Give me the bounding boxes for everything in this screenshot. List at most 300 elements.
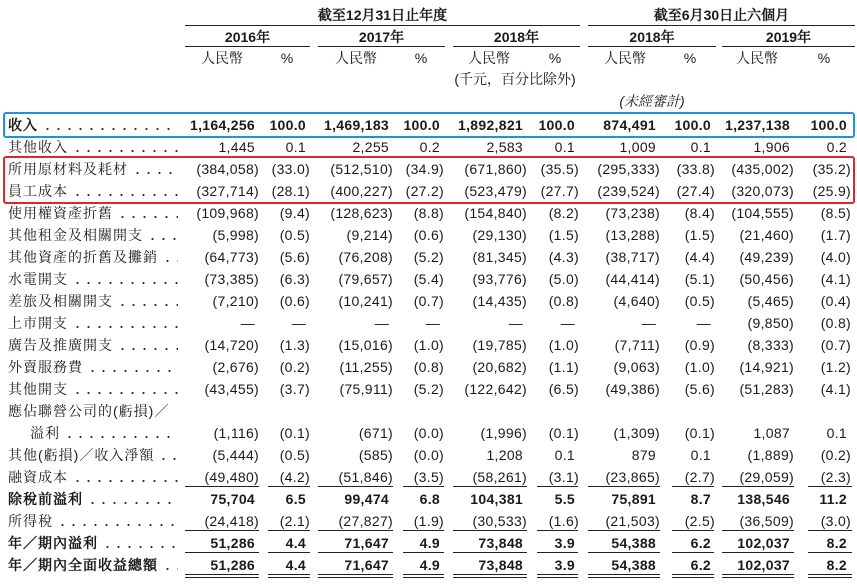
row-label-text: 除稅前溢利 xyxy=(8,491,83,507)
row-label-text: 所用原材料及耗材 xyxy=(8,161,128,177)
table-row xyxy=(0,246,857,268)
value-h1-2019-pct: 8.2 xyxy=(826,557,847,573)
value-h1-2018-pct: (0.1) xyxy=(684,425,715,441)
underline-rule xyxy=(403,486,444,487)
value-h1-2019-pct: 0.2 xyxy=(826,139,847,155)
value-fy2016-pct: 4.4 xyxy=(285,557,306,573)
value-fy2016-pct: 4.4 xyxy=(285,535,306,551)
value-h1-2018-pct: 8.7 xyxy=(690,491,711,507)
value-h1-2019-pct: 0.1 xyxy=(826,425,847,441)
value-h1-2019-rmb: 1,906 xyxy=(753,139,790,155)
underline-rule xyxy=(722,577,794,578)
underline-rule xyxy=(672,530,714,531)
value-h1-2018-pct: (4.4) xyxy=(684,249,715,265)
row-label-text: 其他開支 xyxy=(8,381,68,397)
underline-rule xyxy=(537,552,578,553)
row-label xyxy=(8,224,178,246)
value-fy2017-pct: (1.0) xyxy=(413,337,444,353)
header-unit-note: (千元，百分比除外) xyxy=(454,71,576,87)
table-row xyxy=(0,400,857,422)
table-row xyxy=(0,312,857,334)
underline-rule xyxy=(588,530,660,531)
value-fy2018-pct: (5.0) xyxy=(548,271,579,287)
value-fy2017-rmb: (400,227) xyxy=(330,183,393,199)
value-fy2017-pct: (8.8) xyxy=(413,205,444,221)
value-fy2017-pct: (0.0) xyxy=(413,447,444,463)
value-h1-2018-rmb: (49,386) xyxy=(605,381,660,397)
underline-rule xyxy=(672,552,714,553)
value-fy2016-pct: (0.1) xyxy=(279,425,310,441)
header-currency-h1-2018: 人民幣 xyxy=(604,50,646,66)
value-fy2017-pct: (1.9) xyxy=(413,513,444,529)
row-label-text: 水電開支 xyxy=(8,271,68,287)
underline-rule xyxy=(268,552,310,553)
row-label-text: 員工成本 xyxy=(8,183,68,199)
value-h1-2018-rmb: (73,238) xyxy=(605,205,660,221)
value-h1-2018-rmb: 75,891 xyxy=(611,491,656,507)
underline-rule xyxy=(185,574,259,575)
value-fy2017-pct: (5.4) xyxy=(413,271,444,287)
value-h1-2018-pct: (2.5) xyxy=(684,513,715,529)
dot-leader xyxy=(87,494,178,505)
value-fy2017-pct: (0.7) xyxy=(413,293,444,309)
row-label-text: 應佔聯營公司的(虧損)／ xyxy=(8,403,170,419)
underline-rule xyxy=(588,577,660,578)
value-fy2017-pct: (27.2) xyxy=(405,183,444,199)
value-fy2016-rmb: (14,720) xyxy=(204,337,259,353)
value-h1-2018-pct: (1.0) xyxy=(684,359,715,375)
value-fy2016-rmb: (43,455) xyxy=(204,381,259,397)
row-label-text: 差旅及相關開支 xyxy=(8,293,113,309)
value-h1-2018-rmb: — xyxy=(641,315,656,331)
row-label-text: 溢利 xyxy=(30,425,60,441)
table-row xyxy=(0,202,857,224)
value-fy2018-pct: (1.5) xyxy=(548,227,579,243)
value-fy2018-pct: (1.0) xyxy=(548,337,579,353)
header-currency-h1-2019: 人民幣 xyxy=(736,50,778,66)
value-fy2018-rmb: 73,848 xyxy=(478,557,523,573)
value-h1-2018-rmb: (7,711) xyxy=(614,337,660,353)
value-fy2016-pct: (9.4) xyxy=(279,205,310,221)
row-label-text: 年／期內全面收益總額 xyxy=(8,557,158,573)
table-row xyxy=(0,334,857,356)
underline-rule xyxy=(537,486,578,487)
table-row xyxy=(0,290,857,312)
header-year-fy2018: 2018年 xyxy=(493,29,540,45)
table-row xyxy=(0,180,857,202)
value-fy2018-pct: 3.9 xyxy=(554,557,575,573)
table-row xyxy=(0,356,857,378)
row-label xyxy=(8,202,178,224)
underline-rule xyxy=(588,552,660,553)
row-label xyxy=(8,444,178,466)
underline-rule xyxy=(722,530,794,531)
row-label-text: 融資成本 xyxy=(8,469,68,485)
header-group-interim: 截至6月30日止六個月 xyxy=(653,7,790,23)
value-fy2017-pct: 4.9 xyxy=(419,557,440,573)
underline-rule xyxy=(722,486,794,487)
row-label xyxy=(8,312,178,334)
value-fy2017-rmb: 2,255 xyxy=(352,139,389,155)
table-row xyxy=(0,158,857,180)
value-h1-2019-rmb: (104,555) xyxy=(731,205,794,221)
value-fy2016-pct: (6.3) xyxy=(279,271,310,287)
row-label-text: 其他收入 xyxy=(8,139,68,155)
value-h1-2018-pct: (5.1) xyxy=(684,271,715,287)
row-label xyxy=(8,400,178,422)
value-h1-2018-pct: 100.0 xyxy=(674,117,711,133)
value-fy2018-pct: 5.5 xyxy=(554,491,575,507)
value-fy2016-rmb: — xyxy=(240,315,255,331)
value-h1-2018-rmb: (4,640) xyxy=(613,293,660,309)
header-year-h1-2019: 2019年 xyxy=(765,29,812,45)
value-fy2016-pct: 0.1 xyxy=(285,139,306,155)
header-percent-h1-2018: % xyxy=(683,50,697,66)
underline-rule xyxy=(268,577,310,578)
value-fy2018-pct: 0.1 xyxy=(554,139,575,155)
value-h1-2018-rmb: (13,288) xyxy=(605,227,660,243)
underline-rule xyxy=(722,552,794,553)
value-h1-2019-pct: (0.8) xyxy=(820,315,851,331)
underline-rule xyxy=(537,530,578,531)
value-h1-2019-rmb: (1,889) xyxy=(747,447,794,463)
value-fy2018-pct: (0.8) xyxy=(548,293,579,309)
value-h1-2018-pct: (33.8) xyxy=(676,161,715,177)
value-fy2018-rmb: 104,381 xyxy=(470,491,523,507)
value-fy2017-rmb: (11,255) xyxy=(339,359,393,375)
value-fy2017-pct: 6.8 xyxy=(419,491,440,507)
dot-leader xyxy=(147,230,178,241)
underline-rule xyxy=(268,574,310,575)
value-fy2018-pct: (4.3) xyxy=(548,249,579,265)
value-h1-2019-pct: (0.4) xyxy=(820,293,851,309)
value-fy2018-rmb: 2,583 xyxy=(486,139,523,155)
value-fy2016-pct: (0.2) xyxy=(279,359,310,375)
row-label-text: 廣告及推廣開支 xyxy=(8,337,113,353)
value-fy2016-rmb: (384,058) xyxy=(196,161,259,177)
dot-leader xyxy=(117,340,178,351)
value-fy2018-rmb: (523,479) xyxy=(464,183,527,199)
dot-leader xyxy=(158,450,178,461)
value-fy2018-rmb: (154,840) xyxy=(464,205,527,221)
value-h1-2018-pct: (0.5) xyxy=(684,293,715,309)
value-fy2017-pct: 0.2 xyxy=(419,139,440,155)
table-row xyxy=(0,224,857,246)
value-h1-2019-rmb: 1,237,138 xyxy=(725,117,790,133)
value-fy2018-rmb: (30,533) xyxy=(472,513,527,529)
row-label xyxy=(8,268,178,290)
value-h1-2019-rmb: (21,460) xyxy=(739,227,794,243)
value-fy2017-rmb: 1,469,183 xyxy=(324,117,389,133)
value-fy2018-rmb: — xyxy=(508,315,523,331)
value-fy2018-rmb: (29,130) xyxy=(472,227,527,243)
value-h1-2018-rmb: 1,009 xyxy=(619,139,656,155)
value-fy2017-rmb: (128,623) xyxy=(330,205,393,221)
row-label-text: 上市開支 xyxy=(8,315,68,331)
value-fy2018-rmb: (19,785) xyxy=(472,337,527,353)
value-h1-2019-rmb: (435,002) xyxy=(731,161,794,177)
value-fy2018-pct: (6.5) xyxy=(548,381,579,397)
value-fy2018-rmb: (14,435) xyxy=(472,293,527,309)
value-fy2016-pct: 6.5 xyxy=(285,491,306,507)
value-h1-2019-pct: (0.7) xyxy=(820,337,851,353)
header-group-annual: 截至12月31日止年度 xyxy=(317,7,448,23)
value-h1-2019-pct: 11.2 xyxy=(819,491,847,507)
row-label-text: 年／期內溢利 xyxy=(8,535,98,551)
table-row xyxy=(0,422,857,444)
row-label xyxy=(8,510,178,532)
header-currency-fy2016: 人民幣 xyxy=(201,50,243,66)
value-fy2017-pct: 4.9 xyxy=(419,535,440,551)
value-fy2017-rmb: 71,647 xyxy=(344,557,389,573)
value-h1-2019-pct: (35.2) xyxy=(812,161,851,177)
dot-leader xyxy=(87,362,178,373)
row-label xyxy=(8,356,178,378)
value-fy2016-pct: (0.5) xyxy=(279,447,310,463)
row-label xyxy=(8,136,178,158)
value-fy2016-pct: (2.1) xyxy=(279,513,310,529)
value-fy2016-rmb: (109,968) xyxy=(196,205,259,221)
value-fy2018-rmb: (20,682) xyxy=(472,359,527,375)
row-label-text: 外賣服務費 xyxy=(8,359,83,375)
value-h1-2018-rmb: (38,717) xyxy=(605,249,660,265)
dot-leader xyxy=(162,252,178,263)
underline-rule xyxy=(318,552,393,553)
value-fy2016-rmb: (5,444) xyxy=(212,447,259,463)
dot-leader xyxy=(162,560,178,571)
value-fy2016-rmb: (49,480) xyxy=(204,469,259,485)
header-currency-fy2017: 人民幣 xyxy=(335,50,377,66)
row-label-text: 收入 xyxy=(8,117,38,133)
value-h1-2019-pct: (3.0) xyxy=(820,513,851,529)
dot-leader xyxy=(72,274,178,285)
value-h1-2019-pct: (4.1) xyxy=(820,271,851,287)
table-row xyxy=(0,444,857,466)
table-row xyxy=(0,378,857,400)
value-fy2016-rmb: (2,676) xyxy=(212,359,259,375)
value-fy2018-pct: (1.1) xyxy=(548,359,579,375)
underline-rule xyxy=(268,530,310,531)
row-label xyxy=(8,334,178,356)
row-label-text: 使用權資產折舊 xyxy=(8,205,113,221)
value-h1-2019-rmb: (320,073) xyxy=(731,183,794,199)
value-fy2017-rmb: (671) xyxy=(358,425,393,441)
value-fy2018-pct: 0.1 xyxy=(554,447,575,463)
row-label xyxy=(8,114,178,136)
row-label xyxy=(8,158,178,180)
value-fy2016-rmb: 51,286 xyxy=(210,535,255,551)
value-fy2017-rmb: (76,208) xyxy=(338,249,393,265)
value-h1-2019-rmb: (9,850) xyxy=(747,315,794,331)
header-percent-fy2018: % xyxy=(548,50,562,66)
value-fy2018-rmb: (1,996) xyxy=(480,425,527,441)
underline-rule xyxy=(403,530,444,531)
value-fy2018-pct: (0.1) xyxy=(548,425,579,441)
value-h1-2018-rmb: (9,063) xyxy=(613,359,660,375)
underline-rule xyxy=(808,530,852,531)
dot-leader xyxy=(57,516,178,527)
value-h1-2019-rmb: (36,509) xyxy=(739,513,794,529)
value-h1-2018-pct: 0.1 xyxy=(690,447,711,463)
value-h1-2018-pct: 6.2 xyxy=(690,535,711,551)
header-year-fy2017: 2017年 xyxy=(358,29,405,45)
value-fy2016-pct: (0.5) xyxy=(279,227,310,243)
value-h1-2018-rmb: 54,388 xyxy=(611,535,656,551)
row-label-text: 其他資產的折舊及攤銷 xyxy=(8,249,158,265)
table-row xyxy=(0,268,857,290)
value-fy2018-rmb: (122,642) xyxy=(464,381,527,397)
table-row xyxy=(0,532,857,554)
underline-rule xyxy=(672,577,714,578)
value-h1-2019-rmb: (50,456) xyxy=(739,271,794,287)
value-fy2017-rmb: (512,510) xyxy=(330,161,393,177)
underline-rule xyxy=(318,577,393,578)
value-fy2018-pct: (1.6) xyxy=(548,513,579,529)
value-fy2016-rmb: 1,445 xyxy=(218,139,255,155)
header-percent-h1-2019: % xyxy=(817,50,831,66)
underline-rule xyxy=(537,574,578,575)
dot-leader xyxy=(102,538,178,549)
value-fy2017-rmb: (15,016) xyxy=(338,337,393,353)
value-fy2018-rmb: (93,776) xyxy=(472,271,527,287)
underline-rule xyxy=(453,530,527,531)
table-row xyxy=(0,554,857,576)
dot-leader xyxy=(72,142,178,153)
value-fy2016-rmb: (5,998) xyxy=(212,227,259,243)
underline-rule xyxy=(453,486,527,487)
underline-rule xyxy=(318,530,393,531)
dot-leader xyxy=(117,208,178,219)
dot-leader xyxy=(117,296,178,307)
value-fy2017-pct: (3.5) xyxy=(413,469,444,485)
value-fy2016-pct: (28.1) xyxy=(271,183,310,199)
value-fy2017-rmb: (10,241) xyxy=(338,293,393,309)
value-h1-2018-rmb: (239,524) xyxy=(597,183,660,199)
value-h1-2019-rmb: (51,283) xyxy=(739,381,794,397)
underline-rule xyxy=(722,574,794,575)
value-fy2016-rmb: (1,116) xyxy=(213,425,259,441)
value-h1-2019-rmb: 1,087 xyxy=(753,425,790,441)
value-fy2018-pct: — xyxy=(560,315,575,331)
value-fy2017-rmb: (75,911) xyxy=(339,381,393,397)
value-h1-2018-pct: (1.5) xyxy=(684,227,715,243)
value-fy2018-rmb: (81,345) xyxy=(472,249,527,265)
underline-rule xyxy=(453,574,527,575)
value-h1-2018-pct: 6.2 xyxy=(690,557,711,573)
underline-rule xyxy=(318,486,393,487)
value-h1-2018-rmb: 54,388 xyxy=(611,557,656,573)
value-h1-2019-rmb: (14,921) xyxy=(739,359,794,375)
row-label xyxy=(8,246,178,268)
underline-rule xyxy=(537,577,578,578)
value-h1-2019-rmb: 138,546 xyxy=(737,491,790,507)
row-label xyxy=(8,466,178,488)
dot-leader xyxy=(72,318,178,329)
table-row xyxy=(0,466,857,488)
value-fy2017-rmb: (9,214) xyxy=(346,227,393,243)
underline-rule xyxy=(268,486,310,487)
underline-rule xyxy=(185,486,259,487)
dot-leader xyxy=(72,472,178,483)
value-h1-2019-rmb: (49,239) xyxy=(739,249,794,265)
value-fy2016-rmb: 1,164,256 xyxy=(190,117,255,133)
value-fy2016-pct: (5.6) xyxy=(279,249,310,265)
underline-rule xyxy=(318,574,393,575)
value-fy2018-pct: (35.5) xyxy=(540,161,579,177)
header-currency-fy2018: 人民幣 xyxy=(468,50,510,66)
row-label xyxy=(30,422,178,444)
value-fy2017-rmb: — xyxy=(374,315,389,331)
dot-leader xyxy=(72,384,178,395)
value-fy2016-pct: 100.0 xyxy=(269,117,306,133)
value-h1-2019-rmb: 102,037 xyxy=(737,535,790,551)
value-fy2017-pct: 100.0 xyxy=(403,117,440,133)
value-fy2018-pct: 100.0 xyxy=(538,117,575,133)
value-h1-2018-pct: — xyxy=(696,315,711,331)
value-h1-2019-rmb: (29,059) xyxy=(739,469,794,485)
table-row xyxy=(0,510,857,532)
underline-rule xyxy=(453,552,527,553)
value-fy2017-pct: (34.9) xyxy=(405,161,444,177)
value-fy2016-rmb: (64,773) xyxy=(204,249,259,265)
underline-rule xyxy=(403,552,444,553)
value-fy2016-pct: (1.3) xyxy=(279,337,310,353)
row-label-text: 其他租金及相關開支 xyxy=(8,227,143,243)
value-h1-2019-pct: 8.2 xyxy=(826,535,847,551)
dot-leader xyxy=(42,120,178,131)
value-fy2016-rmb: (73,385) xyxy=(204,271,259,287)
value-fy2018-pct: (27.7) xyxy=(540,183,579,199)
value-h1-2018-rmb: (21,503) xyxy=(605,513,660,529)
value-h1-2018-pct: (27.4) xyxy=(676,183,715,199)
value-h1-2019-pct: (1.7) xyxy=(820,227,851,243)
value-h1-2018-rmb: 879 xyxy=(631,447,656,463)
value-fy2017-pct: — xyxy=(425,315,440,331)
underline-rule xyxy=(453,577,527,578)
value-h1-2018-rmb: 874,491 xyxy=(603,117,656,133)
value-h1-2019-pct: (0.2) xyxy=(820,447,851,463)
value-fy2017-pct: (5.2) xyxy=(413,249,444,265)
underline-rule xyxy=(672,574,714,575)
value-fy2016-pct: (33.0) xyxy=(271,161,310,177)
dot-leader xyxy=(72,186,178,197)
value-h1-2018-pct: (8.4) xyxy=(684,205,715,221)
header-percent-fy2017: % xyxy=(414,50,428,66)
value-fy2016-rmb: 51,286 xyxy=(210,557,255,573)
value-h1-2019-pct: (4.1) xyxy=(820,381,851,397)
value-fy2018-pct: (3.1) xyxy=(548,469,579,485)
row-label xyxy=(8,378,178,400)
value-fy2018-rmb: (671,860) xyxy=(464,161,527,177)
underline-rule xyxy=(808,577,852,578)
value-fy2018-pct: 3.9 xyxy=(554,535,575,551)
underline-rule xyxy=(588,574,660,575)
value-fy2016-pct: — xyxy=(291,315,306,331)
underline-rule xyxy=(672,486,714,487)
value-h1-2019-pct: 100.0 xyxy=(810,117,847,133)
value-fy2017-pct: (0.6) xyxy=(413,227,444,243)
value-fy2016-rmb: (7,210) xyxy=(212,293,259,309)
table-row xyxy=(0,136,857,158)
header-year-fy2016: 2016年 xyxy=(224,29,271,45)
value-fy2018-rmb: (58,261) xyxy=(472,469,527,485)
value-fy2017-rmb: 71,647 xyxy=(344,535,389,551)
value-h1-2018-pct: (0.9) xyxy=(684,337,715,353)
value-fy2017-rmb: (79,657) xyxy=(338,271,393,287)
value-h1-2019-pct: (25.9) xyxy=(812,183,851,199)
value-h1-2019-rmb: (8,333) xyxy=(747,337,794,353)
value-fy2016-rmb: (327,714) xyxy=(196,183,259,199)
